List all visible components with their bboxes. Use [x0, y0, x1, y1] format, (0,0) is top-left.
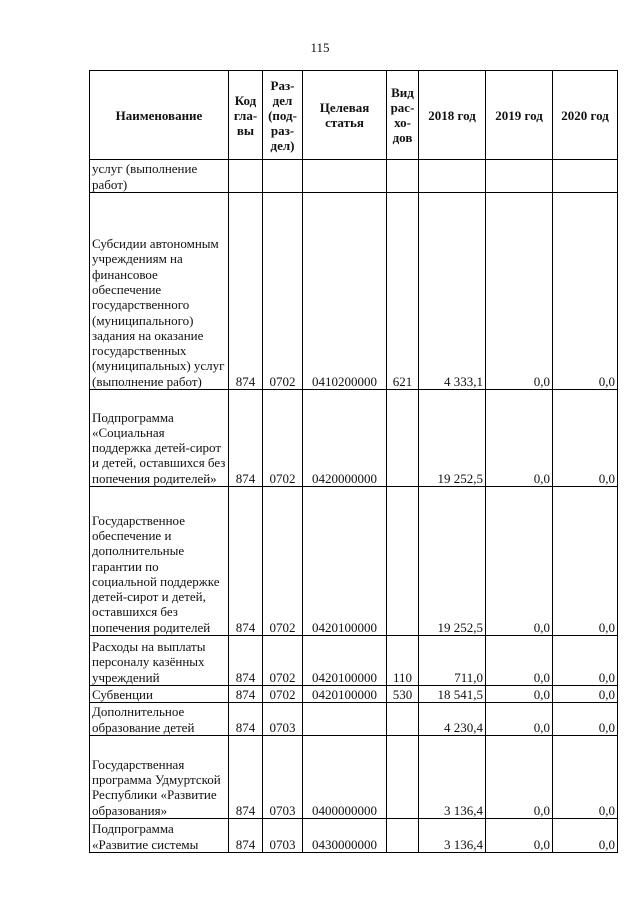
- row-chapter: 874: [229, 487, 263, 636]
- row-chapter: 874: [229, 819, 263, 853]
- table-row: [90, 736, 618, 819]
- table-row: [90, 703, 618, 736]
- row-2018: 19 252,5: [419, 487, 486, 636]
- table-row: [90, 686, 618, 703]
- row-2020: 0,0: [553, 636, 618, 686]
- row-name: Субсидии автономным учреждениям на финансовое обеспечение государственного (муниципального) задания на оказание государственных (муниципальных) услуг (выполнение работ): [90, 193, 229, 390]
- row-target: 0400000000: [303, 736, 387, 819]
- row-chapter: 874: [229, 390, 263, 487]
- header-name: Наименование: [90, 71, 229, 160]
- row-name: Расходы на выплаты персоналу казённых учреждений: [90, 636, 229, 686]
- row-type: [387, 487, 419, 636]
- row-type: 530: [387, 686, 419, 703]
- row-chapter: 874: [229, 686, 263, 703]
- header-target-article: Целевая статья: [303, 71, 387, 160]
- header-year-2020: 2020 год: [553, 71, 618, 160]
- row-2019: 0,0: [486, 487, 553, 636]
- row-chapter: [229, 160, 263, 193]
- row-type: [387, 703, 419, 736]
- row-section: 0702: [263, 193, 303, 390]
- row-2019: 0,0: [486, 819, 553, 853]
- row-section: 0702: [263, 686, 303, 703]
- row-target: 0420100000: [303, 686, 387, 703]
- row-section: 0702: [263, 487, 303, 636]
- row-2018: 4 230,4: [419, 703, 486, 736]
- row-name: Подпрограмма «Социальная поддержка детей-сирот и детей, оставшихся без попечения родителей»: [90, 390, 229, 487]
- row-2018: 4 333,1: [419, 193, 486, 390]
- table-row: [90, 636, 618, 686]
- row-section: [263, 160, 303, 193]
- row-type: 621: [387, 193, 419, 390]
- header-section: Раз- дел (под- раз- дел): [263, 71, 303, 160]
- row-chapter: 874: [229, 703, 263, 736]
- row-section: 0703: [263, 736, 303, 819]
- row-2019: 0,0: [486, 736, 553, 819]
- table-row: [90, 487, 618, 636]
- header-year-2018: 2018 год: [419, 71, 486, 160]
- row-2019: 0,0: [486, 193, 553, 390]
- row-type: [387, 819, 419, 853]
- row-type: [387, 160, 419, 193]
- row-2018: 3 136,4: [419, 819, 486, 853]
- row-target: [303, 160, 387, 193]
- row-name: Дополнительное образование детей: [90, 703, 229, 736]
- row-type: 110: [387, 636, 419, 686]
- row-2018: 19 252,5: [419, 390, 486, 487]
- row-name: Государственное обеспечение и дополнительные гарантии по социальной поддержке детей-сирот и детей, оставшихся без попечения родителей: [90, 487, 229, 636]
- row-2019: [486, 160, 553, 193]
- table-row: [90, 160, 618, 193]
- row-2020: 0,0: [553, 193, 618, 390]
- row-target: 0410200000: [303, 193, 387, 390]
- header-chapter-code: Код гла- вы: [229, 71, 263, 160]
- table-row: [90, 193, 618, 390]
- row-target: [303, 703, 387, 736]
- row-name: Государственная программа Удмуртской Республики «Развитие образования»: [90, 736, 229, 819]
- row-section: 0702: [263, 636, 303, 686]
- header-expense-type: Вид рас- хо- дов: [387, 71, 419, 160]
- row-target: 0430000000: [303, 819, 387, 853]
- row-name: услуг (выполнение работ): [90, 160, 229, 193]
- row-chapter: 874: [229, 636, 263, 686]
- budget-table: [89, 70, 618, 853]
- table-row: [90, 390, 618, 487]
- row-target: 0420100000: [303, 487, 387, 636]
- row-name: Подпрограмма «Развитие системы: [90, 819, 229, 853]
- row-chapter: 874: [229, 193, 263, 390]
- row-type: [387, 736, 419, 819]
- row-2019: 0,0: [486, 390, 553, 487]
- row-2020: 0,0: [553, 819, 618, 853]
- row-2019: 0,0: [486, 686, 553, 703]
- row-2018: 18 541,5: [419, 686, 486, 703]
- row-section: 0703: [263, 819, 303, 853]
- row-2020: 0,0: [553, 390, 618, 487]
- row-type: [387, 390, 419, 487]
- row-target: 0420100000: [303, 636, 387, 686]
- row-2020: 0,0: [553, 487, 618, 636]
- page-number: 115: [310, 40, 330, 55]
- row-2018: [419, 160, 486, 193]
- row-2020: 0,0: [553, 686, 618, 703]
- table-row: [90, 819, 618, 853]
- row-2020: 0,0: [553, 703, 618, 736]
- row-target: 0420000000: [303, 390, 387, 487]
- header-year-2019: 2019 год: [486, 71, 553, 160]
- row-section: 0702: [263, 390, 303, 487]
- row-2020: [553, 160, 618, 193]
- row-2018: 711,0: [419, 636, 486, 686]
- row-section: 0703: [263, 703, 303, 736]
- row-2019: 0,0: [486, 703, 553, 736]
- row-chapter: 874: [229, 736, 263, 819]
- row-2019: 0,0: [486, 636, 553, 686]
- row-2020: 0,0: [553, 736, 618, 819]
- row-name: Субвенции: [90, 686, 229, 703]
- row-2018: 3 136,4: [419, 736, 486, 819]
- header-row: [90, 71, 618, 160]
